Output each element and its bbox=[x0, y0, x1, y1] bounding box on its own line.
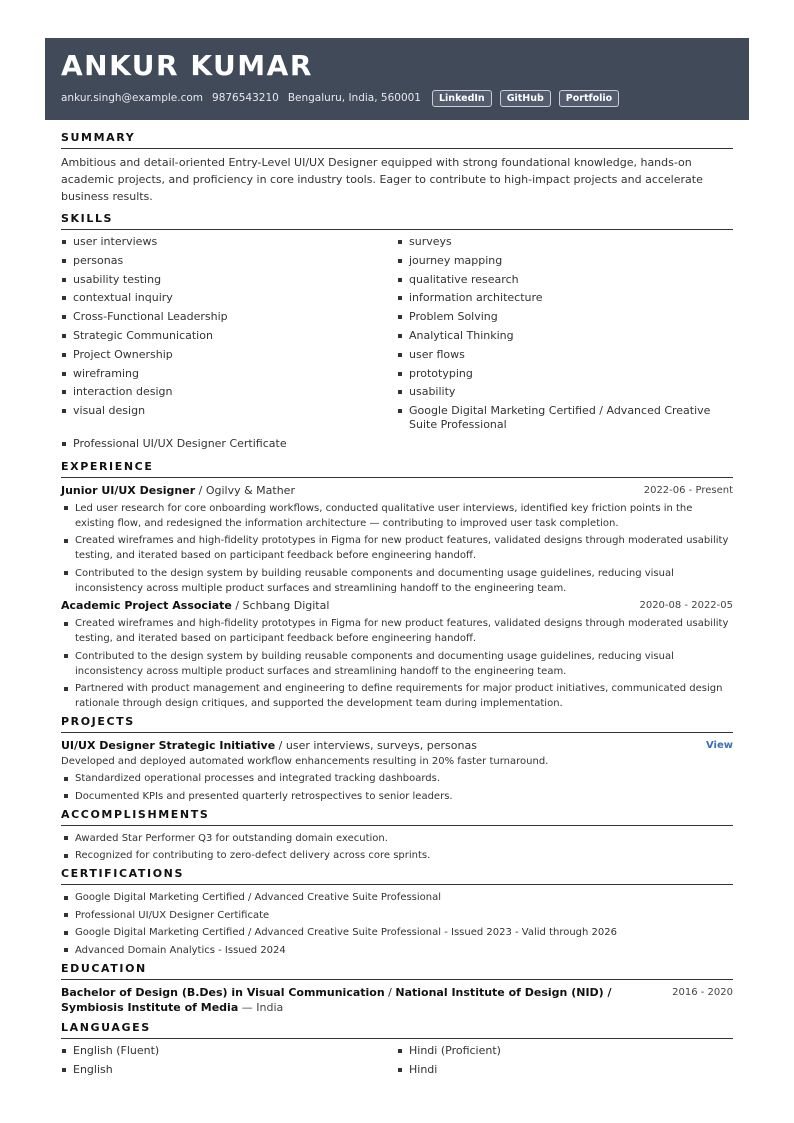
skill-item: Professional UI/UX Designer Certificate bbox=[61, 437, 397, 451]
skill-item: Problem Solving bbox=[397, 310, 733, 324]
linkedin-link[interactable]: LinkedIn bbox=[432, 90, 492, 107]
skill-item: usability bbox=[397, 385, 733, 399]
skill-item: surveys bbox=[397, 235, 733, 249]
certification-item: Google Digital Marketing Certified / Advanced Creative Suite Professional bbox=[61, 890, 733, 905]
phone-text[interactable]: 9876543210 bbox=[212, 92, 279, 104]
email-text[interactable]: ankur.singh@example.com bbox=[61, 92, 204, 104]
contact-row bbox=[61, 88, 625, 108]
job-bullets bbox=[61, 616, 733, 711]
job-bullet: Led user research for core onboarding workflows, conducted qualitative user interviews, identified key friction points in the existing flow, and redesigned the information architecture — contributing to improved user task completion. bbox=[61, 501, 733, 531]
accomplishments-heading: ACCOMPLISHMENTS bbox=[61, 808, 733, 826]
skill-item: Project Ownership bbox=[61, 348, 397, 362]
experience-heading: EXPERIENCE bbox=[61, 460, 733, 478]
certification-item: Google Digital Marketing Certified / Advanced Creative Suite Professional - Issued 2023 - Valid through 2026 bbox=[61, 925, 733, 940]
job-bullet: Partnered with product management and engineering to define requirements for major product initiatives, communicated design rationale through design critiques, and supported the development team during implementation. bbox=[61, 681, 733, 711]
skills-list bbox=[61, 235, 733, 456]
job-dates: 2020-08 - 2022-05 bbox=[639, 600, 733, 612]
languages-list bbox=[61, 1044, 733, 1082]
skill-item: user interviews bbox=[61, 235, 397, 249]
skill-item: usability testing bbox=[61, 273, 397, 287]
project-tags: / user interviews, surveys, personas bbox=[275, 739, 477, 753]
location-text: Bengaluru, India, 560001 bbox=[287, 92, 421, 104]
certification-item: Advanced Domain Analytics - Issued 2024 bbox=[61, 943, 733, 958]
certifications-heading: CERTIFICATIONS bbox=[61, 867, 733, 885]
job-bullets bbox=[61, 501, 733, 596]
job-dates: 2022-06 - Present bbox=[643, 484, 733, 496]
resume-body bbox=[61, 131, 733, 1081]
institution-name: National Institute of Design (NID) / Symbiosis Institute of Media bbox=[61, 985, 612, 1014]
education-location: — India bbox=[238, 1000, 284, 1014]
job-header bbox=[61, 598, 733, 614]
degree-name: Bachelor of Design (B.Des) in Visual Communication bbox=[61, 985, 385, 999]
candidate-name: ANKUR KUMAR bbox=[61, 49, 313, 82]
job-header bbox=[61, 483, 733, 499]
job-company: / Schbang Digital bbox=[231, 599, 330, 613]
accomplishment-item: Recognized for contributing to zero-defect delivery across core sprints. bbox=[61, 848, 733, 863]
education-heading: EDUCATION bbox=[61, 962, 733, 980]
job-bullet: Created wireframes and high-fidelity prototypes in Figma for new product features, validated designs through moderated usability testing, and iterated based on participant feedback before engineering handoff. bbox=[61, 533, 733, 563]
summary-heading: SUMMARY bbox=[61, 131, 733, 149]
resume-header bbox=[45, 38, 749, 120]
portfolio-link[interactable]: Portfolio bbox=[559, 90, 619, 107]
language-item: Hindi (Proficient) bbox=[397, 1044, 733, 1058]
skills-heading: SKILLS bbox=[61, 212, 733, 230]
language-item: English (Fluent) bbox=[61, 1044, 397, 1058]
skill-item: interaction design bbox=[61, 385, 397, 399]
certification-item: Professional UI/UX Designer Certificate bbox=[61, 908, 733, 923]
skill-item: user flows bbox=[397, 348, 733, 362]
project-bullet: Documented KPIs and presented quarterly retrospectives to senior leaders. bbox=[61, 789, 733, 804]
job-bullet: Created wireframes and high-fidelity prototypes in Figma for new product features, validated designs through moderated usability testing, and iterated based on participant feedback before engineering handoff. bbox=[61, 616, 733, 646]
project-view-link[interactable]: View bbox=[705, 740, 733, 752]
job-company: / Ogilvy & Mather bbox=[195, 483, 295, 497]
skill-item: Strategic Communication bbox=[61, 329, 397, 343]
skill-item: journey mapping bbox=[397, 254, 733, 268]
project-name: UI/UX Designer Strategic Initiative bbox=[61, 739, 276, 753]
skill-item: visual design bbox=[61, 404, 397, 432]
job-bullet: Contributed to the design system by building reusable components and documenting usage guidelines, reducing visual inconsistency across multiple product surfaces and streamlining handoff to the engineering team. bbox=[61, 649, 733, 679]
job-role: Academic Project Associate bbox=[61, 599, 232, 613]
skill-item: Cross-Functional Leadership bbox=[61, 310, 397, 324]
job-role: Junior UI/UX Designer bbox=[61, 483, 196, 497]
language-item: Hindi bbox=[397, 1063, 733, 1077]
project-description: Developed and deployed automated workflow enhancements resulting in 20% faster turnaround. bbox=[61, 756, 549, 768]
skill-item: personas bbox=[61, 254, 397, 268]
certifications-list bbox=[61, 890, 733, 958]
skill-item: Analytical Thinking bbox=[397, 329, 733, 343]
skill-item: prototyping bbox=[397, 367, 733, 381]
language-item: English bbox=[61, 1063, 397, 1077]
projects-heading: PROJECTS bbox=[61, 715, 733, 733]
job-bullet: Contributed to the design system by building reusable components and documenting usage guidelines, reducing visual inconsistency across multiple product surfaces and streamlining handoff to the engineering team. bbox=[61, 566, 733, 596]
github-link[interactable]: GitHub bbox=[500, 90, 551, 107]
project-bullets bbox=[61, 771, 733, 804]
project-header bbox=[61, 738, 733, 754]
education-dates: 2016 - 2020 bbox=[672, 986, 733, 998]
degree-separator: / bbox=[384, 985, 396, 999]
project-bullet: Standardized operational processes and integrated tracking dashboards. bbox=[61, 771, 733, 786]
summary-text: Ambitious and detail-oriented Entry-Level UI/UX Designer equipped with strong foundational knowledge, hands-on academic projects, and proficiency in core industry tools. Eager to contribute to high-impact projects and accelerate business results. bbox=[61, 156, 703, 203]
accomplishments-list bbox=[61, 831, 733, 864]
languages-heading: LANGUAGES bbox=[61, 1021, 733, 1039]
skill-item: wireframing bbox=[61, 367, 397, 381]
skill-item: qualitative research bbox=[397, 273, 733, 287]
accomplishment-item: Awarded Star Performer Q3 for outstanding domain execution. bbox=[61, 831, 733, 846]
skill-item: information architecture bbox=[397, 291, 733, 305]
skill-item: Google Digital Marketing Certified / Advanced Creative Suite Professional bbox=[397, 404, 733, 432]
education-entry bbox=[61, 985, 733, 1015]
skill-item: contextual inquiry bbox=[61, 291, 397, 305]
